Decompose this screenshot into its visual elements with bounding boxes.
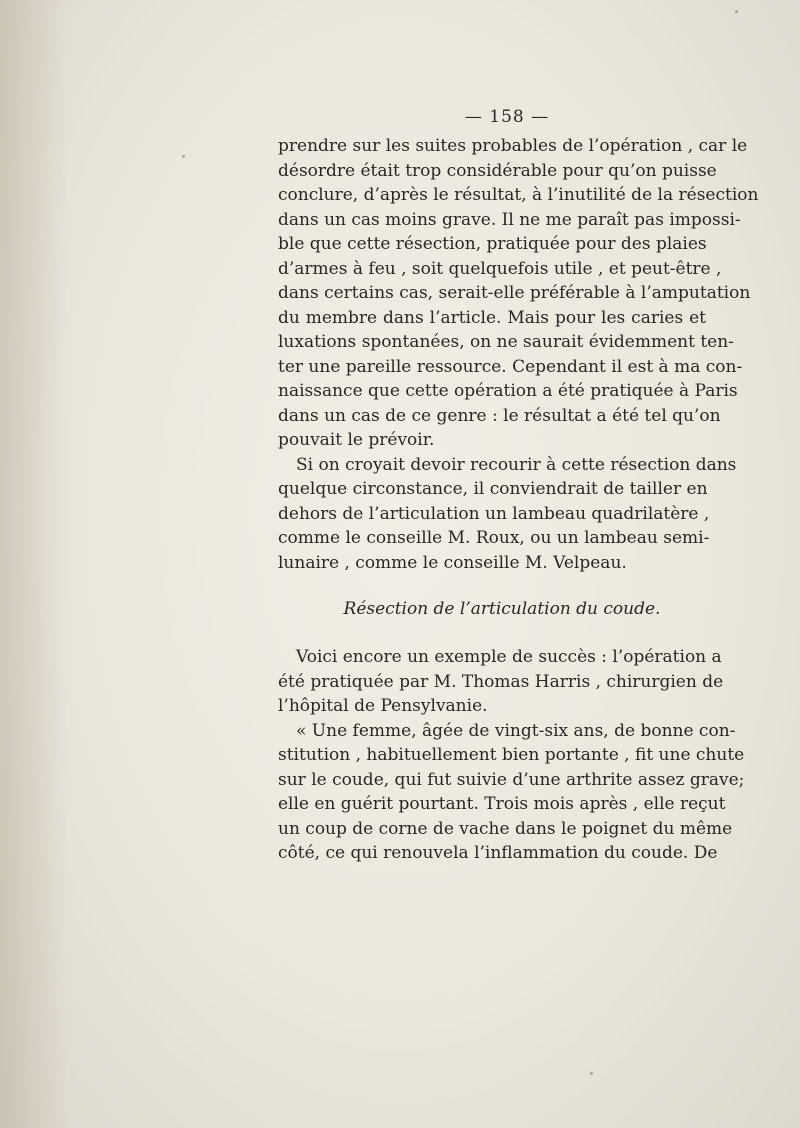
text-line: prendre sur les suites probables de l’opération , car le (278, 136, 748, 156)
paragraph-4 (278, 719, 745, 866)
text-column (278, 100, 759, 866)
page-number: — 158 — (464, 107, 550, 127)
text-line: dehors de l’articulation un lambeau quadrilatère , (278, 503, 710, 524)
text-line: dans un cas moins grave. Il ne me paraît pas impossi- (278, 209, 741, 230)
spacer (278, 623, 706, 645)
page-edge-shadow (0, 0, 70, 1128)
text-line: désordre était trop considérable pour qu’on puisse (278, 160, 717, 181)
text-line: été pratiquée par M. Thomas Harris , chirurgien de (278, 671, 724, 692)
paragraph-3 (278, 645, 724, 719)
text-line: dans un cas de ce genre : le résultat a été tel qu’on (278, 405, 721, 426)
text-line: lunaire , comme le conseille M. Velpeau. (278, 552, 627, 573)
text-line: l’hôpital de Pensylvanie. (278, 696, 488, 716)
paper-speck (182, 155, 185, 158)
paragraph-2 (278, 453, 737, 576)
text-line: stitution , habituellement bien portante , fit une chute (278, 745, 745, 765)
text-line: pouvait le prévoir. (278, 430, 435, 450)
text-line: quelque circonstance, il conviendrait de tailler en (278, 479, 708, 499)
text-line: un coup de corne de vache dans le poignet du même (278, 818, 733, 839)
text-line: Voici encore un exemple de succès : l’opération a (296, 647, 722, 667)
text-line: sur le coude, qui fut suivie d’une arthrite assez grave; (278, 769, 745, 790)
section-heading: Résection de l’articulation du coude. (343, 599, 661, 619)
text-line: elle en guérit pourtant. Trois mois après , elle reçut (278, 794, 726, 814)
paper-speck (590, 1072, 593, 1075)
text-line: naissance que cette opération a été pratiquée à Paris (278, 381, 738, 401)
text-line: conclure, d’après le résultat, à l’inutilité de la résection (278, 185, 759, 205)
text-line: Si on croyait devoir recourir à cette résection dans (296, 454, 737, 475)
paper-speck (735, 10, 738, 13)
text-line: dans certains cas, serait-elle préférable à l’amputation (278, 283, 751, 303)
text-line: d’armes à feu , soit quelquefois utile , et peut-être , (278, 258, 722, 279)
text-line: ble que cette résection, pratiquée pour des plaies (278, 234, 707, 254)
text-line: ter une pareille ressource. Cependant il est à ma con- (278, 356, 743, 377)
text-line: comme le conseille M. Roux, ou un lambeau semi- (278, 528, 710, 548)
text-line: côté, ce qui renouvela l’inflammation du coude. De (278, 843, 718, 863)
text-line: du membre dans l’article. Mais pour les caries et (278, 307, 706, 328)
spacer (278, 575, 706, 595)
paragraph-1 (278, 134, 759, 453)
text-line: « Une femme, âgée de vingt-six ans, de bonne con- (296, 720, 736, 741)
text-line: luxations spontanées, on ne saurait évidemment ten- (278, 332, 734, 352)
